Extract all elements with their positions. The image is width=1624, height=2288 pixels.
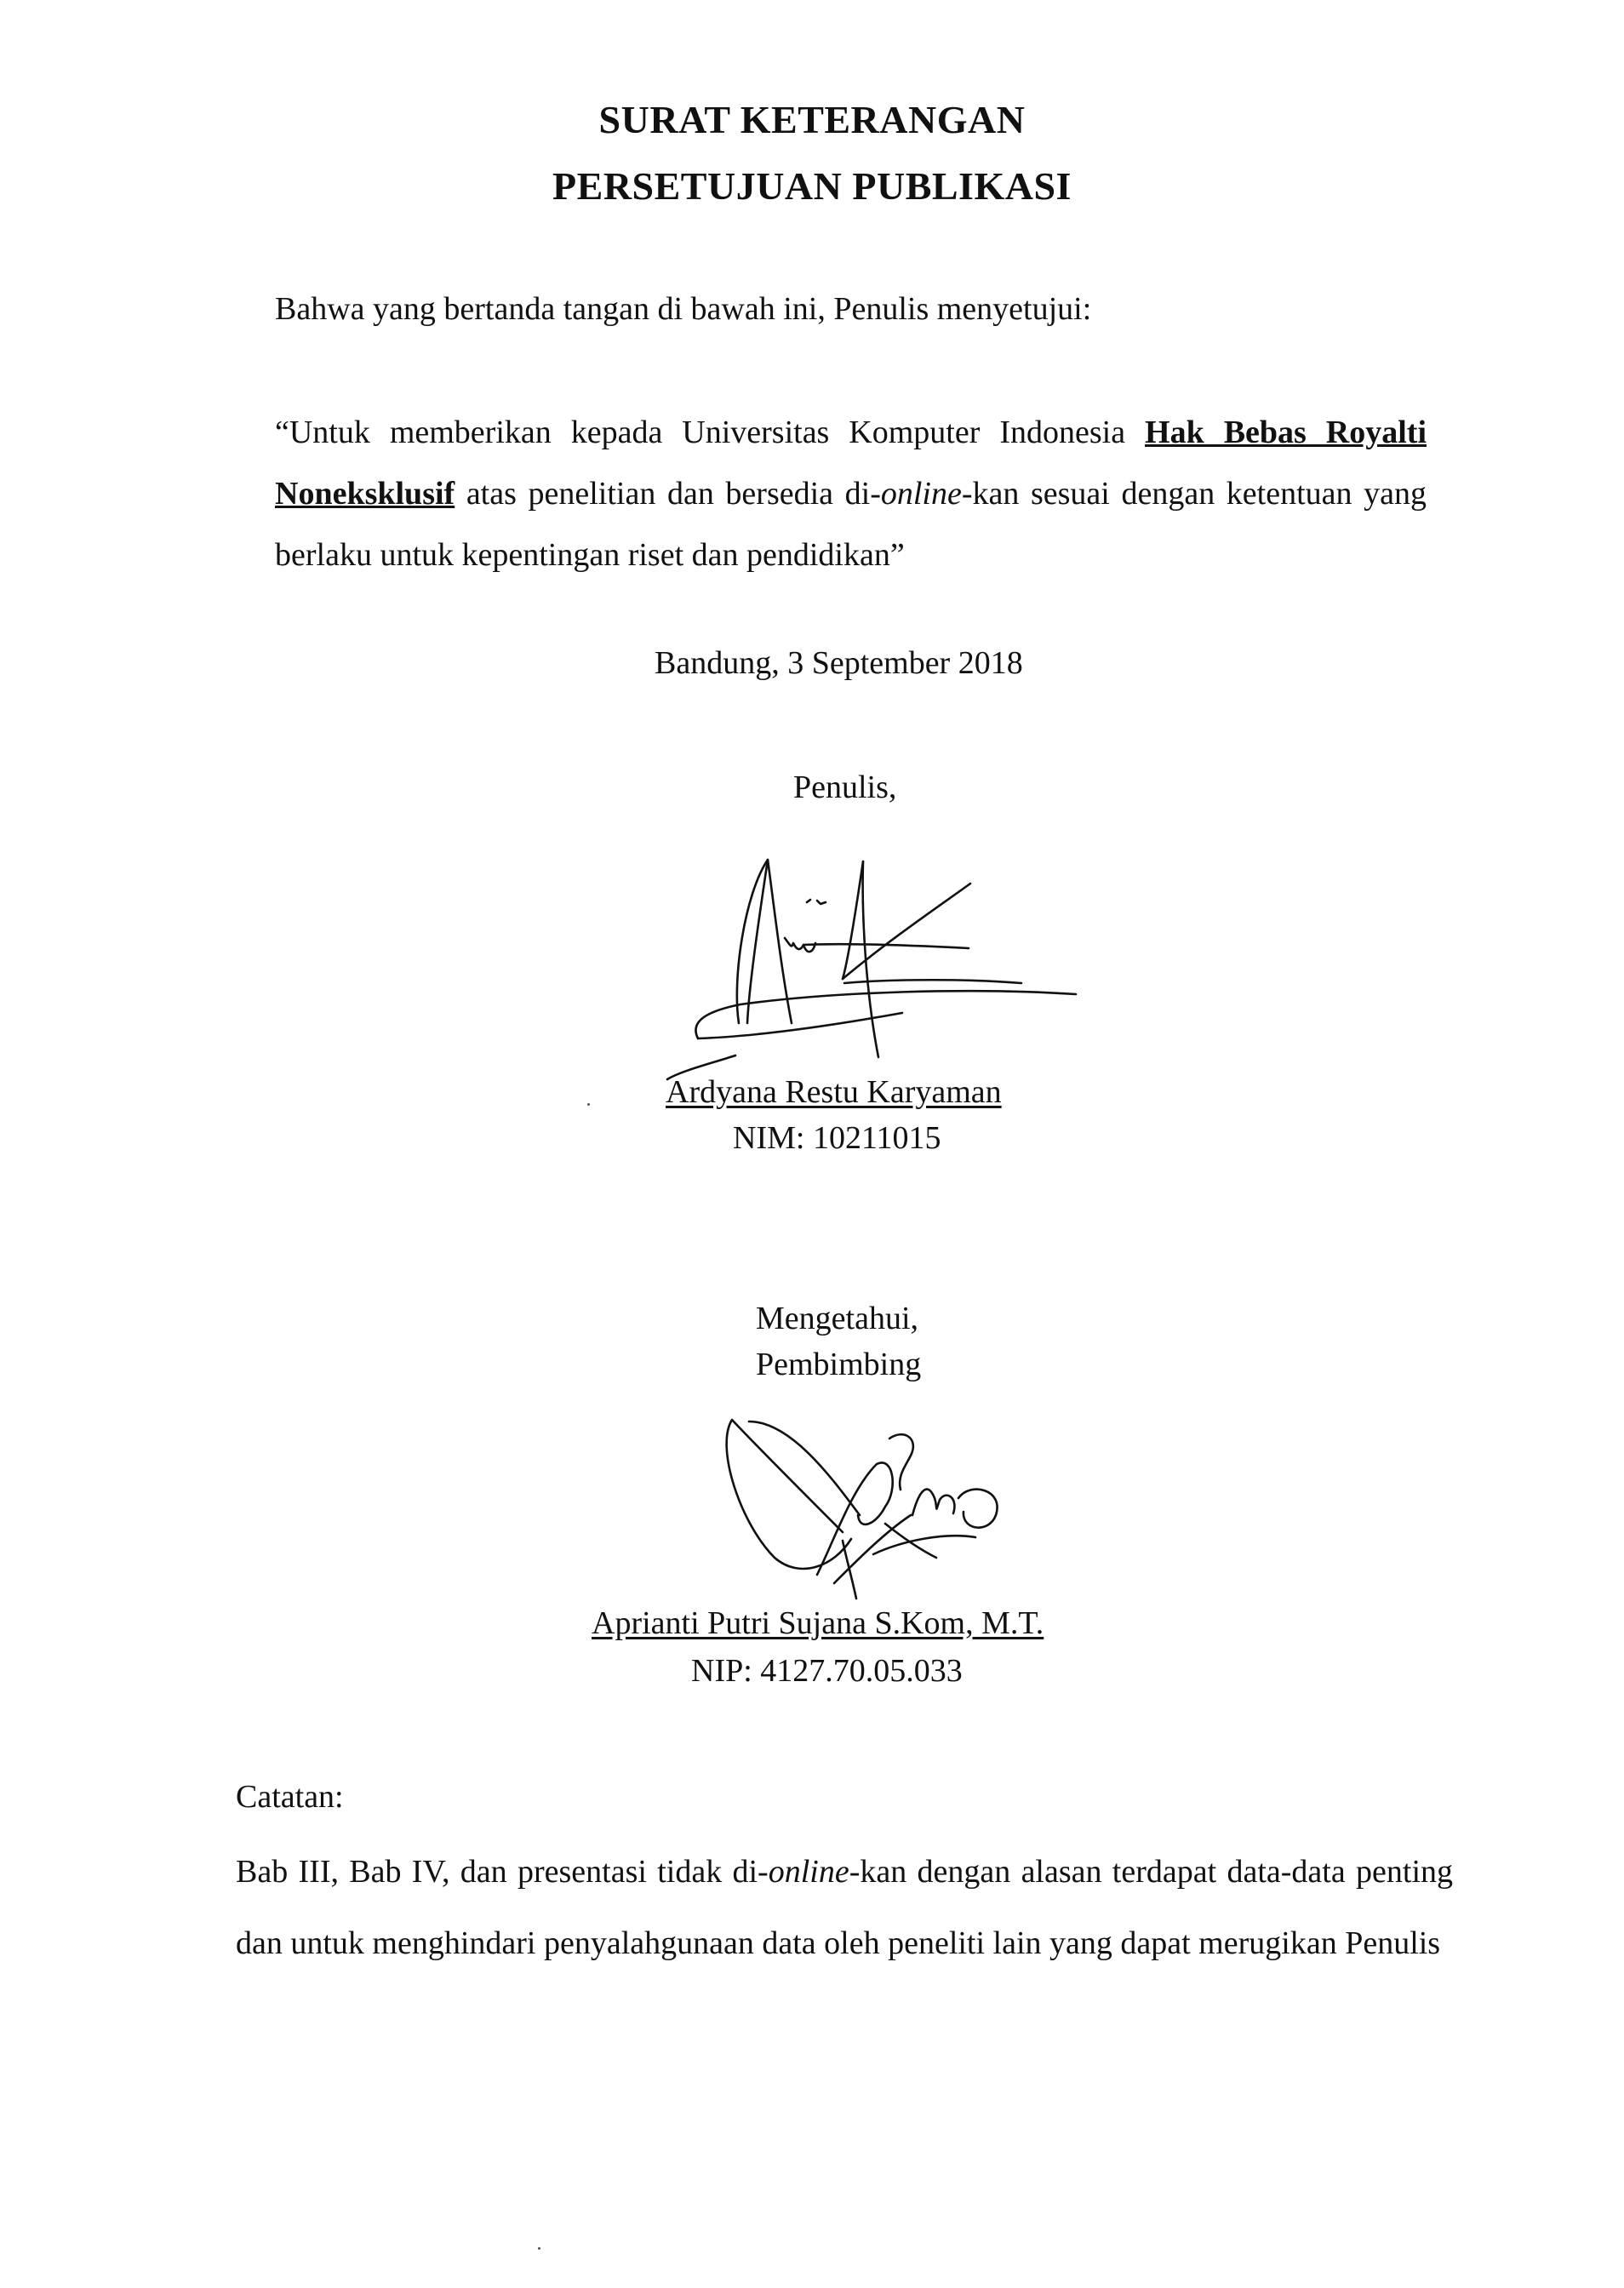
note-paragraph xyxy=(236,1836,1453,1979)
author-nim: NIM: 10211015 xyxy=(733,1120,941,1156)
advisor-label-role: Pembimbing xyxy=(756,1347,922,1382)
statement-bold-term: Hak Bebas Royalti Noneksklusif xyxy=(275,415,1427,512)
statement-close: -kan sesuai dengan ketentuan yang berlaku untuk kepentingan riset dan pendidikan” xyxy=(275,476,1427,573)
statement-mid: atas penelitian dan bersedia di- xyxy=(455,476,881,512)
advisor-nip: NIP: 4127.70.05.033 xyxy=(691,1653,963,1689)
author-label: Penulis, xyxy=(793,769,897,805)
advisor-signature xyxy=(715,1387,1038,1600)
scan-speck xyxy=(587,1103,590,1106)
author-name: Ardyana Restu Karyaman xyxy=(666,1074,1002,1110)
place-date: Bandung, 3 September 2018 xyxy=(655,645,1023,681)
scan-speck xyxy=(538,2247,540,2250)
note-open: Bab III, Bab IV, dan presentasi tidak di- xyxy=(236,1854,769,1890)
note-close: -kan dengan alasan terdapat data-data penting dan untuk menghindari penyalahgunaan data oleh peneliti lain yang dapat merugikan Penulis xyxy=(236,1854,1454,1961)
note-italic-word: online xyxy=(768,1854,849,1890)
advisor-label-acknowledged: Mengetahui, xyxy=(756,1301,919,1336)
title-line-2: PERSETUJUAN PUBLIKASI xyxy=(552,164,1072,208)
statement-paragraph xyxy=(275,402,1427,586)
title-line-1: SURAT KETERANGAN xyxy=(598,98,1026,141)
statement-italic-word: online xyxy=(880,476,962,512)
intro-text: Bahwa yang bertanda tangan di bawah ini, Penulis menyetujui: xyxy=(275,291,1092,327)
advisor-name: Aprianti Putri Sujana S.Kom, M.T. xyxy=(592,1605,1044,1641)
note-label: Catatan: xyxy=(236,1779,344,1815)
author-signature xyxy=(647,843,1089,1098)
statement-open: “Untuk memberikan kepada Universitas Komputer Indonesia xyxy=(275,415,1146,450)
